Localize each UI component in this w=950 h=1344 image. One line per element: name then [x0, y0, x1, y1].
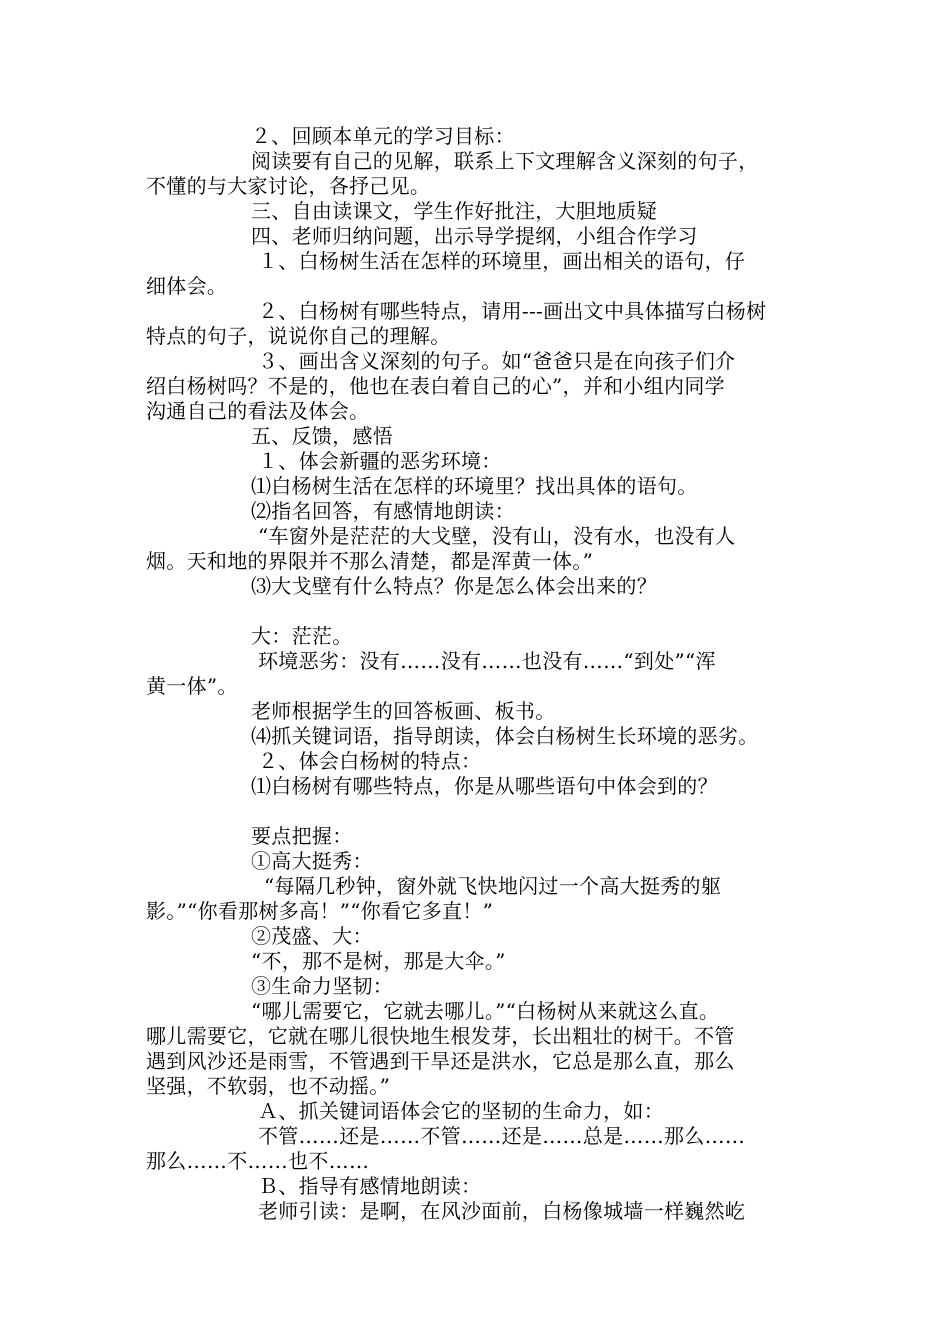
text-line: 阅读要有自己的见解，联系上下文理解含义深刻的句子， [251, 149, 759, 173]
text-line: 大：茫茫。 [251, 624, 353, 648]
text-line: ⑷抓关键词语，指导朗读，体会白杨树生长环境的恶劣。 [251, 724, 759, 748]
text-line: 沟通自己的看法及体会。 [146, 399, 370, 423]
blank-line [146, 599, 816, 624]
text-line: 遇到风沙还是雨雪，不管遇到干旱还是洪水，它总是那么直，那么 [146, 1049, 735, 1073]
blank-line [146, 799, 816, 824]
text-line: ③生命力坚韧： [251, 974, 394, 998]
text-line: ⑴白杨树有哪些特点，你是从哪些语句中体会到的？ [251, 774, 718, 798]
text-line: “哪儿需要它，它就去哪儿。”“白杨树从来就这么直。 [251, 999, 720, 1023]
text-line: 烟。天和地的界限并不那么清楚，都是浑黄一体。” [146, 549, 594, 573]
text-line: 五、反馈，感悟 [251, 424, 394, 448]
text-line: 黄一体”。 [146, 674, 238, 698]
text-line: ２、白杨树有哪些特点，请用---画出文中具体描写白杨树 [258, 299, 767, 323]
text-line: 绍白杨树吗？不是的，他也在表白着自己的心”，并和小组内同学 [146, 374, 725, 398]
document-body [146, 124, 816, 1224]
text-line: ⑵指名回答，有感情地朗读： [251, 499, 515, 523]
text-line: ⑶大戈壁有什么特点？你是怎么体会出来的？ [251, 574, 657, 598]
text-line: 三、自由读课文，学生作好批注，大胆地质疑 [251, 199, 657, 223]
text-line: ①高大挺秀： [251, 849, 373, 873]
text-line: “不，那不是树，那是大伞。” [251, 949, 506, 973]
text-line: ３、画出含义深刻的句子。如“爸爸只是在向孩子们介 [258, 349, 736, 373]
text-line: “每隔几秒钟，窗外就飞快地闪过一个高大挺秀的躯 [264, 874, 722, 898]
text-line: 不懂的与大家讨论，各抒己见。 [146, 174, 431, 198]
text-line: ②茂盛、大： [251, 924, 373, 948]
text-line: 老师引读：是啊，在风沙面前，白杨像城墙一样巍然屹 [258, 1199, 746, 1223]
text-line: 老师根据学生的回答板画、板书。 [251, 699, 556, 723]
text-line: 特点的句子，说说你自己的理解。 [146, 324, 451, 348]
text-line: 坚强，不软弱，也不动摇。” [146, 1074, 391, 1098]
text-line: １、白杨树生活在怎样的环境里，画出相关的语句，仔 [258, 249, 746, 273]
text-line: 哪儿需要它，它就在哪儿很快地生根发芽，长出粗壮的树干。不管 [146, 1024, 735, 1048]
text-line: Ｂ、指导有感情地朗读： [258, 1174, 482, 1198]
text-line: 要点把握： [251, 824, 353, 848]
text-line: １、体会新疆的恶劣环境： [258, 449, 502, 473]
text-line: “车窗外是茫茫的大戈壁，没有山，没有水，也没有人 [258, 524, 736, 548]
text-line: 环境恶劣：没有……没有……也没有……“到处”“浑 [258, 649, 716, 673]
text-line: 细体会。 [146, 274, 228, 298]
text-line: 影。”“你看那树多高！”“你看它多直！” [146, 899, 494, 923]
text-line: ⑴白杨树生活在怎样的环境里？找出具体的语句。 [251, 474, 698, 498]
text-line: 不管……还是……不管……还是……总是……那么…… [258, 1124, 746, 1148]
text-line: ２、回顾本单元的学习目标： [251, 124, 515, 148]
text-line: 四、老师归纳问题，出示导学提纲，小组合作学习 [251, 224, 698, 248]
text-line: Ａ、抓关键词语体会它的坚韧的生命力，如： [258, 1099, 664, 1123]
text-line: ２、体会白杨树的特点： [258, 749, 482, 773]
text-line: 那么……不……也不…… [146, 1149, 370, 1173]
